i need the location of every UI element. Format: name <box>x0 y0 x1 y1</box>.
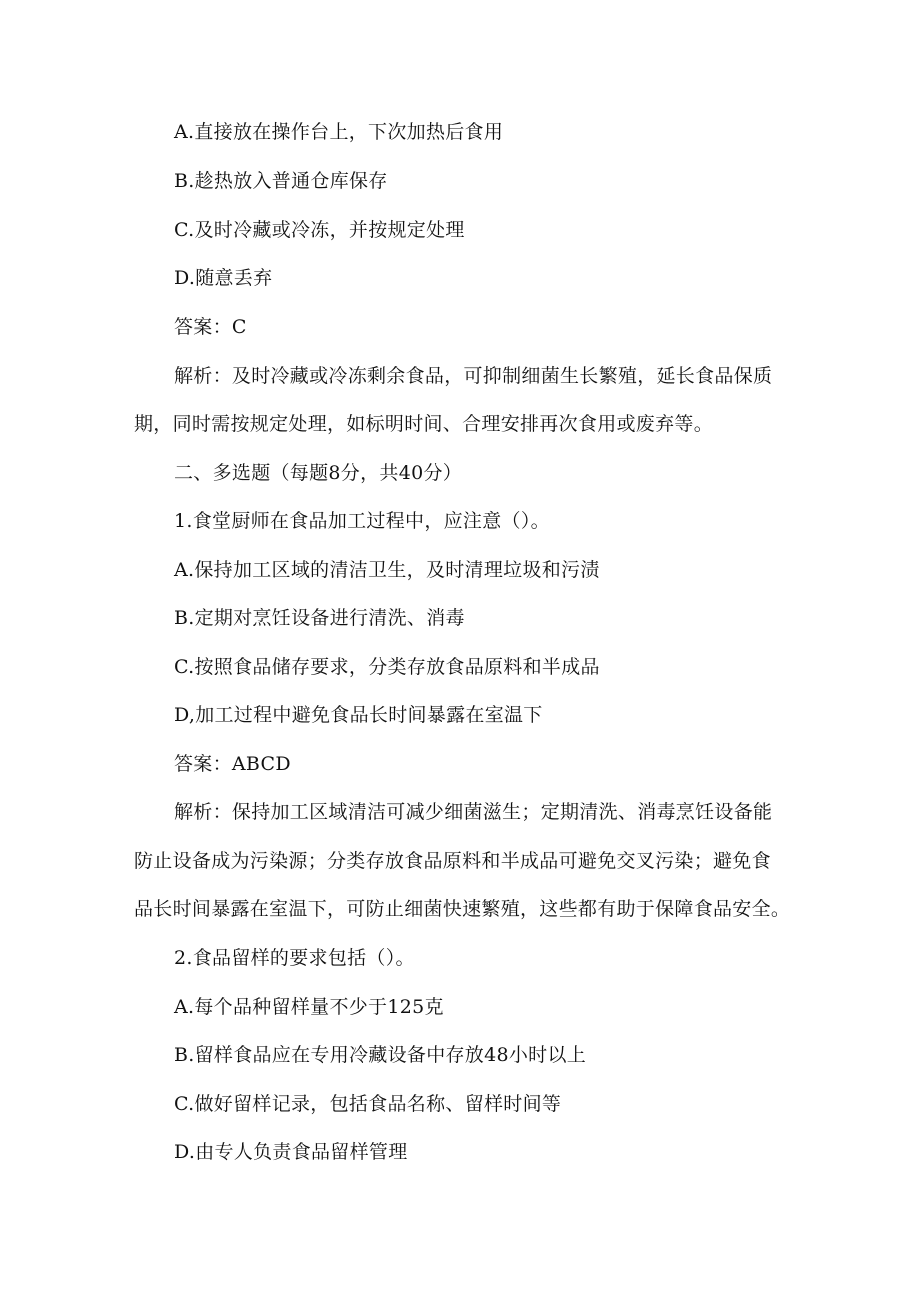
answer-prev: 答案：C <box>174 316 247 338</box>
q1-option-c: C.按照食品储存要求，分类存放食品原料和半成品 <box>174 656 600 678</box>
section-title: 二、多选题（每题8分，共40分） <box>174 462 463 484</box>
q2-option-d: D.由专人负责食品留样管理 <box>174 1141 408 1163</box>
q2-option-b: B.留样食品应在专用冷藏设备中存放48小时以上 <box>174 1044 587 1066</box>
option-d-prev: D.随意丢弃 <box>174 267 273 289</box>
analysis-prev-line-1: 解析：及时冷藏或冷冻剩余食品，可抑制细菌生长繁殖，延长食品保质 <box>174 365 773 387</box>
q2-option-c: C.做好留样记录，包括食品名称、留样时间等 <box>174 1093 562 1115</box>
q1-option-d: D,加工过程中避免食品长时间暴露在室温下 <box>174 704 543 726</box>
q1-answer: 答案：ABCD <box>174 753 291 775</box>
q1-option-b: B.定期对烹饪设备进行清洗、消毒 <box>174 607 465 629</box>
option-a-prev: A.直接放在操作台上，下次加热后食用 <box>174 121 504 143</box>
analysis-prev-line-2: 期，同时需按规定处理，如标明时间、合理安排再次食用或废弃等。 <box>134 413 714 435</box>
option-c-prev: C.及时冷藏或冷冻，并按规定处理 <box>174 219 465 241</box>
option-b-prev: B.趁热放入普通仓库保存 <box>174 170 388 192</box>
question-1-stem: 1.食堂厨师在食品加工过程中，应注意（）。 <box>174 510 550 532</box>
q1-analysis-line-1: 解析：保持加工区域清洁可减少细菌滋生；定期清洗、消毒烹饪设备能 <box>174 801 773 823</box>
q2-option-a: A.每个品种留样量不少于125克 <box>174 996 444 1018</box>
question-2-stem: 2.食品留样的要求包括（）。 <box>174 947 415 969</box>
q1-analysis-line-3: 品长时间暴露在室温下，可防止细菌快速繁殖，这些都有助于保障食品安全。 <box>134 898 791 920</box>
q1-option-a: A.保持加工区域的清洁卫生，及时清理垃圾和污渍 <box>174 559 600 581</box>
q1-analysis-line-2: 防止设备成为污染源；分类存放食品原料和半成品可避免交叉污染；避免食 <box>134 850 771 872</box>
